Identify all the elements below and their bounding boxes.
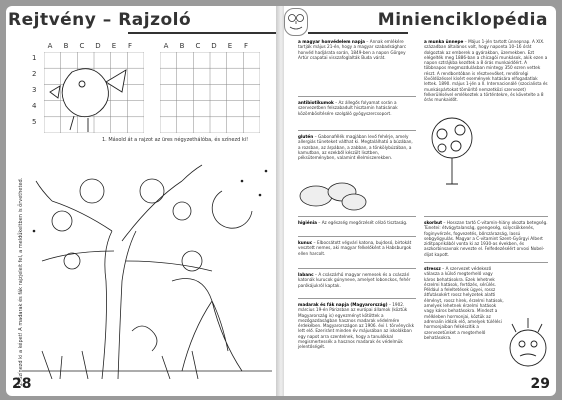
entry-text: – Az állegős folyamat során a szervezetben felszabadult hisztamin hatásának közömbösítésére szolgáló gyógyszercsoport. [298, 100, 398, 116]
divider [298, 96, 416, 97]
entry-keyword: a munka ünnepe [424, 39, 464, 44]
entry-text: – Annak emlékére tartják május 21-én, hogy a magyar szabadságharc honvéd hadjárata során, 1849-ben a napon Görgey Artúr csapatai visszafoglalták Buda várát. [298, 39, 407, 60]
divider [298, 298, 416, 299]
left-page-number: 28 [12, 376, 32, 392]
entry-keyword: stressz [424, 266, 441, 271]
divider [298, 268, 416, 269]
right-page [284, 6, 556, 396]
entry-text: – 1902. március 19-én Párizsban az európai államok (köztük Magyarország is) egyezményt kötöttek a mezőgazdaságban hasznos madarak védelmére érdekében. Magyarországon az 1906. évi I. törvénycikk lett elő. Ezeriránt minden év májusában az iskolákban egy napot arra szentelnek, hogy a tanulókkal megismertessék a hasznos madarak és védelmük jelentőségét. [298, 302, 415, 350]
entry-text: – Gabonafélék magjában levő fehérje, amely allergiás tüneteket válthat ki. Megtalálható a búzában, a rozsban, az árpában, a zabban, a tönkölybúzában, a kamutban, az ezekből készült lisztben, péksüteményben, valamint élelmiszerekben. [298, 134, 413, 161]
grid-column-labels-empty [158, 42, 254, 50]
grid-column-label: A [47, 42, 53, 50]
entry-text: – A császárhű magyar nemesek és a császári katonák kurucok gúnyneve, amelyet lobonckos, fehér parókájukról kaptak. [298, 272, 411, 288]
divider [298, 130, 416, 131]
grid-column-label: D [211, 42, 217, 50]
left-page-title: Rejtvény – Rajzoló [8, 10, 192, 30]
right-page-number: 29 [530, 376, 550, 392]
stressed-creature-illustration [502, 316, 552, 372]
grid-column-label: F [243, 42, 249, 50]
entry-kuruc [298, 240, 416, 256]
grid-column-label: A [163, 42, 169, 50]
bread-illustration [298, 174, 368, 212]
entry-keyword: madarak és fák napja (Magyarország) [298, 302, 388, 307]
entry-keyword: skorbut [424, 220, 443, 225]
entry-text: – Az egészség megőrzését célzó tisztaság. [316, 220, 408, 225]
grid-column-label: D [95, 42, 101, 50]
grid-row-label: 1 [32, 54, 37, 62]
entry-text: – Elbocsátott végvári katona, bujdosó, birtokát vesztett nemes, aki magyar felkelőként a Habsburgok ellen harcolt. [298, 240, 412, 256]
entry-keyword: labanc [298, 272, 314, 277]
coloring-illustration[interactable] [22, 151, 272, 379]
entry-antihisztamin [298, 100, 416, 116]
entry-text: – Május 1-jén tartott ünnepnap. A XIX. században általános volt, hogy naponta 10–16 órát dolgoztak az emberek a gyárakban, üzemekben. Ezt elégelték meg 1886-ban a chicagói munkások, akik ezen a napon sztrájkba kezdtek a 8 órás munkaidőért. A többnapos megmozdulásban mintegy 350 ezren vettek részt. A rendbontóban is résztvevőket, rendőrségi lövöldözéssel kísért események hatására elfogadatlak lettek. 1890. május 1-jén a II. Internacionálé (szocialista és munkáspártokat tömörítő nemzetközi szervezet) felkerülésével emlékeztek a történtekre, és követelte a 8 órás munkaidőt. [424, 39, 548, 103]
grid-column-label: C [79, 42, 85, 50]
title-rule [128, 32, 278, 34]
grid-column-label: F [127, 42, 133, 50]
grid-column-label: C [195, 42, 201, 50]
entry-skorbut [424, 220, 548, 257]
entry-text: – A szervezet védekező válasza a külső megterhelő vagy káros behatásokra. Ezek lehetnek érzelmi hatások, fertőzés, sérülés. Például a feleltetések ügyei, rossz átfutásokért rossz helyzetek alatti élményt, rossz hírek, érzelmi hatások, amelyek lehetnek érzelmi hatások vagy káros behatásokra. Mindezt a mélkleben hormonjai, köztük az adrenalin idézik elő, amelyek túlélési hormonjaiban felkészítik a szervezetünket a megterhelő behatásokra. [424, 266, 504, 340]
entry-labanc [298, 272, 416, 288]
source-grid-drawing [44, 52, 144, 133]
grid-row-labels [32, 54, 36, 134]
divider [298, 236, 416, 237]
left-page [6, 6, 278, 396]
entry-text: – Hosszan tartó C-vitamin-hiány okozta betegség. Tünetei: étvágytalanság, gyengeség, súlycsökkenés, foginyvérzés, fogvezetés, bőrszárazság, lassú sebgyógyulás. Magyar a C-vitamint Szent-Györgyi Albert ziditpaprikából vonta ki az 1930-as években, és aszkorbinsavnak nevezte el. Felfedezéséért orvosi Nobel-díjat kapott. [424, 220, 548, 257]
divider [298, 216, 416, 217]
entry-keyword: glutén [298, 134, 314, 139]
right-page-title: Minienciklopédia [377, 10, 548, 30]
grid-row-label: 4 [32, 102, 37, 110]
divider [424, 262, 548, 263]
grid-column-label: B [179, 42, 185, 50]
caption-exercise-2: 2. Színezd ki a képet! A madarak és fák rajzjeleit fel, a meldűkeltben is őrvetheted. [18, 177, 24, 386]
entry-gluten [298, 134, 416, 160]
owl-icon [284, 8, 308, 36]
grid-column-label: E [111, 42, 117, 50]
entry-honvedelem [298, 39, 416, 60]
entry-keyword: kunuc [298, 240, 313, 245]
grid-column-label: E [227, 42, 233, 50]
title-rule [308, 32, 408, 34]
entry-keyword: a magyar honvédelem napja [298, 39, 365, 44]
entry-madarak-es-fak-napja [298, 302, 416, 350]
entry-keyword: higiénia [298, 220, 317, 225]
caption-exercise-2-container [10, 166, 24, 386]
grid-column-labels [42, 42, 138, 50]
grid-column-label: B [63, 42, 69, 50]
entry-munka-unnepe [424, 39, 548, 103]
entry-stressz [424, 266, 504, 340]
grid-row-label: 2 [32, 70, 37, 78]
grid-row-label: 5 [32, 118, 37, 126]
entry-higienia [298, 220, 416, 225]
empty-target-grid[interactable] [160, 52, 260, 133]
caption-exercise-1: 1. Másold át a rajzot az üres négyzethálóba, és színezd ki! [102, 137, 249, 143]
entry-keyword: antibiotikumok [298, 100, 334, 105]
grid-row-label: 3 [32, 86, 37, 94]
divider [424, 216, 548, 217]
tree-icon-illustration [424, 114, 480, 186]
